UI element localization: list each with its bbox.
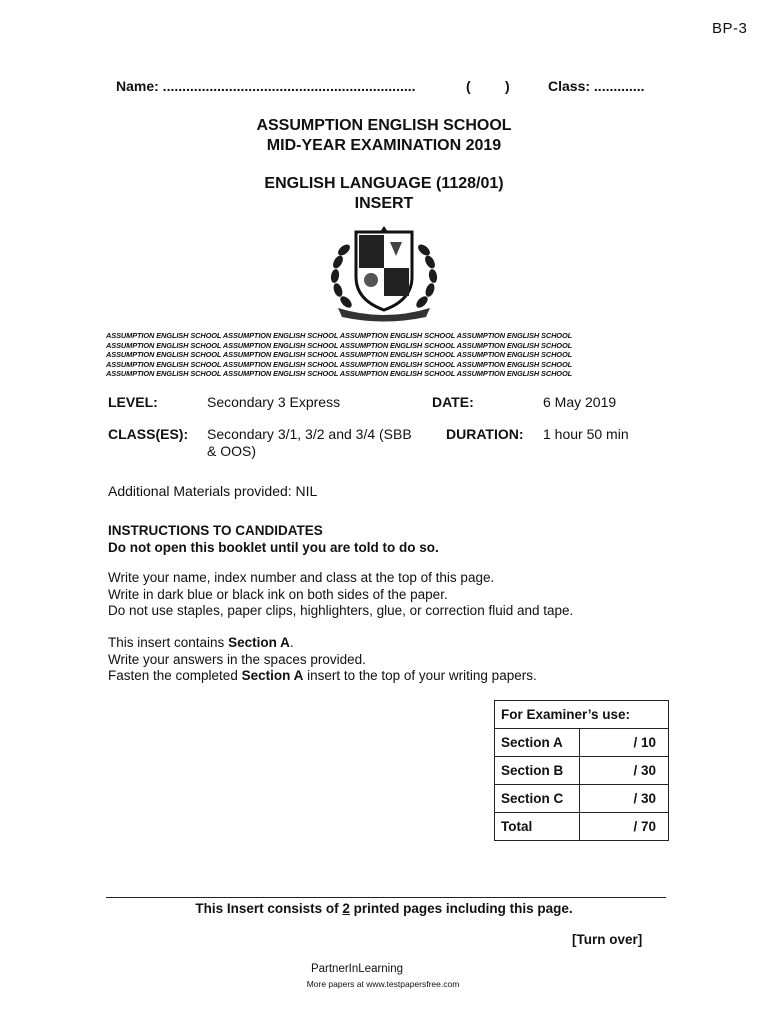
- school-name: ASSUMPTION ENGLISH SCHOOL: [256, 117, 512, 134]
- fasten-line: [108, 668, 537, 685]
- subject-name: ENGLISH LANGUAGE (1128/01): [264, 175, 504, 192]
- more-papers-link[interactable]: More papers at www.testpapersfree.com: [306, 979, 460, 989]
- index-paren-close: ): [505, 78, 510, 94]
- text-span: insert to the top of your writing papers.: [303, 668, 537, 683]
- name-label: Name:: [116, 78, 159, 94]
- date-label: DATE:: [432, 394, 474, 410]
- class-field: [548, 78, 645, 94]
- watermark-line: ASSUMPTION ENGLISH SCHOOL ASSUMPTION ENGLISH SCHOOL ASSUMPTION ENGLISH SCHOOL ASSUMPTION ENGLISH SCHOOL: [106, 369, 573, 379]
- text-span: Section A: [241, 668, 304, 683]
- page-count-note: [0, 901, 768, 916]
- turn-over-note: [Turn over]: [572, 932, 643, 947]
- examiner-table-title: For Examiner’s use:: [495, 701, 669, 729]
- brand-text: PartnerInLearning: [310, 963, 404, 975]
- level-label: LEVEL:: [108, 394, 158, 410]
- footer-divider: [106, 897, 666, 898]
- classes-value-line: & OOS): [207, 443, 257, 459]
- page-count: 2: [342, 901, 350, 916]
- classes-value: [207, 426, 412, 460]
- subject-title: [0, 174, 768, 214]
- watermark-line: ASSUMPTION ENGLISH SCHOOL ASSUMPTION ENGLISH SCHOOL ASSUMPTION ENGLISH SCHOOL ASSUMPTION ENGLISH SCHOOL: [106, 340, 573, 350]
- row-mark: / 70: [580, 813, 669, 841]
- class-dots: .............: [590, 78, 645, 94]
- answers-line: Write your answers in the spaces provided.: [108, 651, 366, 667]
- row-label: Section C: [495, 785, 580, 813]
- row-mark: / 30: [580, 785, 669, 813]
- instructions-warning: Do not open this booklet until you are told to do so.: [108, 540, 439, 555]
- row-label: Total: [495, 813, 580, 841]
- text-span: Section A: [228, 635, 290, 650]
- table-row: [495, 813, 669, 841]
- classes-value-line: Secondary 3/1, 3/2 and 3/4 (SBB: [207, 426, 412, 442]
- instruction-line: Do not use staples, paper clips, highlighters, glue, or correction fluid and tape.: [108, 603, 574, 618]
- watermark-line: ASSUMPTION ENGLISH SCHOOL ASSUMPTION ENGLISH SCHOOL ASSUMPTION ENGLISH SCHOOL ASSUMPTION ENGLISH SCHOOL: [106, 359, 573, 369]
- row-label: Section A: [495, 729, 580, 757]
- index-paren-open: (: [466, 78, 471, 94]
- text-span: Fasten the completed: [108, 668, 242, 683]
- watermark-line: ASSUMPTION ENGLISH SCHOOL ASSUMPTION ENGLISH SCHOOL ASSUMPTION ENGLISH SCHOOL ASSUMPTION ENGLISH SCHOOL: [106, 350, 573, 360]
- text-span: This insert contains: [108, 635, 229, 650]
- text-span: .: [289, 635, 294, 650]
- name-dots: .................................................................: [158, 78, 416, 94]
- level-value: Secondary 3 Express: [207, 394, 341, 410]
- page-code: BP-3: [712, 20, 748, 37]
- insert-contents-line: [108, 635, 537, 652]
- school-name-watermark: [106, 331, 666, 379]
- name-class-row: [116, 78, 664, 94]
- instruction-line: Write your name, index number and class at the top of this page.: [108, 570, 495, 585]
- examiner-use-table: [494, 700, 669, 841]
- instruction-line: Write in dark blue or black ink on both sides of the paper.: [108, 586, 448, 602]
- school-title: [0, 116, 768, 156]
- duration-label: DURATION:: [446, 426, 524, 442]
- watermark-line: ASSUMPTION ENGLISH SCHOOL ASSUMPTION ENGLISH SCHOOL ASSUMPTION ENGLISH SCHOOL ASSUMPTION ENGLISH SCHOOL: [106, 331, 573, 340]
- materials-text: Additional Materials provided: NIL: [108, 483, 318, 499]
- class-label: Class:: [548, 78, 591, 94]
- date-value: 6 May 2019: [543, 394, 617, 410]
- text-span: This Insert consists of: [195, 901, 343, 916]
- section-instructions: [108, 635, 537, 685]
- school-crest-icon: [326, 222, 442, 322]
- row-mark: / 10: [580, 729, 669, 757]
- table-row: [495, 757, 669, 785]
- classes-label: CLASS(ES):: [108, 426, 189, 442]
- row-label: Section B: [495, 757, 580, 785]
- duration-value: 1 hour 50 min: [543, 426, 629, 442]
- row-mark: / 30: [580, 757, 669, 785]
- instructions-heading-block: [108, 522, 439, 556]
- exam-name: MID-YEAR EXAMINATION 2019: [266, 137, 502, 154]
- paper-type: INSERT: [354, 195, 414, 212]
- table-row: [495, 729, 669, 757]
- instructions-list: [108, 570, 573, 620]
- text-span: printed pages including this page.: [349, 901, 573, 916]
- table-row: [495, 785, 669, 813]
- instructions-heading: INSTRUCTIONS TO CANDIDATES: [108, 523, 323, 538]
